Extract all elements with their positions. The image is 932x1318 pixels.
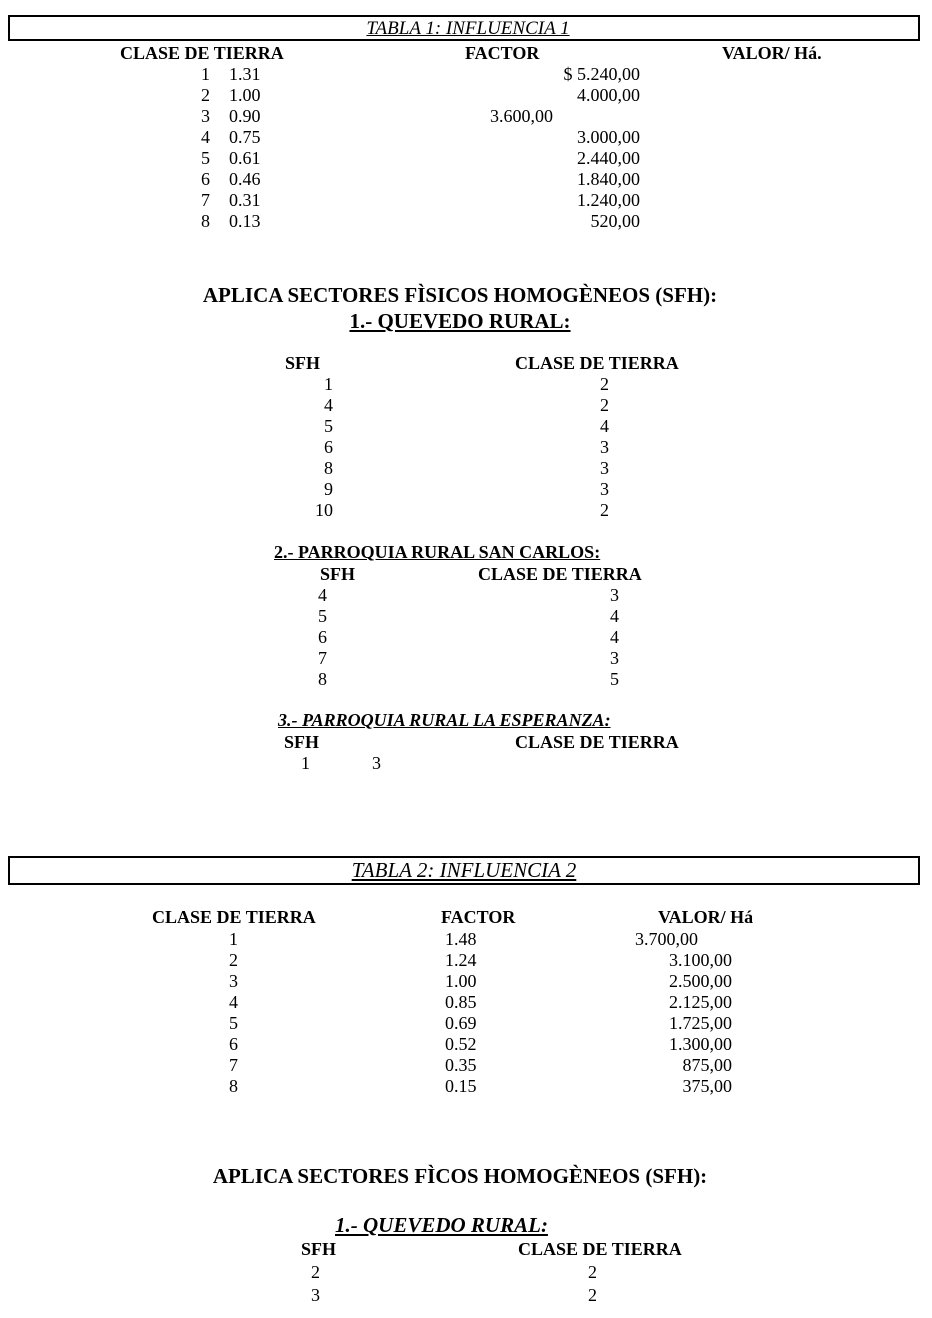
table2-row-factor: 1.00 xyxy=(445,971,477,991)
table1-header-valor: VALOR/ Há. xyxy=(722,43,822,63)
table2-row-valor: 375,00 xyxy=(682,1076,732,1096)
table2-title: TABLA 2: INFLUENCIA 2 xyxy=(351,858,577,882)
table2-row-factor: 0.52 xyxy=(445,1034,477,1054)
sancarlos-header-clase: CLASE DE TIERRA xyxy=(478,564,642,584)
table1-row-clase: 8 xyxy=(201,211,210,231)
sancarlos-row-sfh: 5 xyxy=(318,606,327,626)
table2-row-clase: 5 xyxy=(229,1013,238,1033)
quevedo1-row-sfh: 9 xyxy=(324,479,333,499)
table1-row-factor: 0.31 xyxy=(229,190,261,210)
table2-row-valor: 3.100,00 xyxy=(669,950,732,970)
table2-row-valor: 875,00 xyxy=(682,1055,732,1075)
table2-row-factor: 0.15 xyxy=(445,1076,477,1096)
table2-row-clase: 6 xyxy=(229,1034,238,1054)
table1-row-clase: 7 xyxy=(201,190,210,210)
table2-row-valor: 2.125,00 xyxy=(669,992,732,1012)
quevedo1-row-sfh: 6 xyxy=(324,437,333,457)
table1-row-factor: 1.31 xyxy=(229,64,261,84)
table1-row-valor: 4.000,00 xyxy=(577,85,640,105)
quevedo2-row-clase: 2 xyxy=(588,1285,597,1305)
quevedo1-row-clase: 4 xyxy=(600,416,609,436)
table1-row-clase: 3 xyxy=(201,106,210,126)
table1-row-valor: 2.440,00 xyxy=(577,148,640,168)
esperanza-row-clase: 3 xyxy=(372,753,381,773)
quevedo1-row-clase: 2 xyxy=(600,500,609,520)
table1-row-valor: 1.840,00 xyxy=(577,169,640,189)
quevedo1-row-sfh: 4 xyxy=(324,395,333,415)
table1-row-factor: 1.00 xyxy=(229,85,261,105)
quevedo1-header-clase: CLASE DE TIERRA xyxy=(515,353,679,373)
sancarlos-row-clase: 5 xyxy=(610,669,619,689)
table1-row-factor: 0.13 xyxy=(229,211,261,231)
table2-row-valor: 1.300,00 xyxy=(669,1034,732,1054)
quevedo2-row-clase: 2 xyxy=(588,1262,597,1282)
sancarlos-row-clase: 4 xyxy=(610,627,619,647)
table1-row-clase: 2 xyxy=(201,85,210,105)
table1-header-factor: FACTOR xyxy=(465,43,540,63)
sancarlos-row-clase: 3 xyxy=(610,648,619,668)
table1-row-valor: 3.000,00 xyxy=(577,127,640,147)
quevedo2-header-sfh: SFH xyxy=(301,1239,337,1259)
table2-row-clase: 3 xyxy=(229,971,238,991)
table2-row-factor: 0.69 xyxy=(445,1013,477,1033)
table2-row-clase: 2 xyxy=(229,950,238,970)
table1-row-valor: 520,00 xyxy=(590,211,640,231)
table2-row-factor: 0.85 xyxy=(445,992,477,1012)
sancarlos-row-sfh: 6 xyxy=(318,627,327,647)
table1-header-clase: CLASE DE TIERRA xyxy=(120,43,284,63)
quevedo1-row-sfh: 5 xyxy=(324,416,333,436)
quevedo1-row-sfh: 1 xyxy=(324,374,333,394)
table2-row-clase: 4 xyxy=(229,992,238,1012)
table1-row-clase: 4 xyxy=(201,127,210,147)
table2-row-clase: 7 xyxy=(229,1055,238,1075)
quevedo1-row-clase: 2 xyxy=(600,395,609,415)
quevedo1-row-sfh: 10 xyxy=(315,500,333,520)
quevedo1-row-clase: 3 xyxy=(600,458,609,478)
table1-title: TABLA 1: INFLUENCIA 1 xyxy=(366,18,570,39)
table2-row-factor: 1.24 xyxy=(445,950,477,970)
table2-row-valor: 3.700,00 xyxy=(635,929,698,949)
quevedo1-row-clase: 3 xyxy=(600,437,609,457)
table1-row-factor: 0.46 xyxy=(229,169,261,189)
table2-header-clase: CLASE DE TIERRA xyxy=(152,907,316,927)
table1-row-clase: 1 xyxy=(201,64,210,84)
quevedo2-row-sfh: 3 xyxy=(311,1285,320,1305)
sancarlos-row-sfh: 7 xyxy=(318,648,327,668)
section2-heading: APLICA SECTORES FÌCOS HOMOGÈNEOS (SFH): xyxy=(212,1164,708,1188)
table1-row-factor: 0.75 xyxy=(229,127,261,147)
table1-row-valor: $ 5.240,00 xyxy=(563,64,640,84)
sancarlos-row-sfh: 4 xyxy=(318,585,327,605)
section1-sancarlos-title: 2.- PARROQUIA RURAL SAN CARLOS: xyxy=(274,542,601,562)
table2-row-clase: 8 xyxy=(229,1076,238,1096)
table2-row-clase: 1 xyxy=(229,929,238,949)
table2-row-factor: 1.48 xyxy=(445,929,477,949)
quevedo1-row-clase: 3 xyxy=(600,479,609,499)
quevedo1-row-clase: 2 xyxy=(600,374,609,394)
section1-heading: APLICA SECTORES FÌSICOS HOMOGÈNEOS (SFH): xyxy=(202,283,718,307)
sancarlos-header-sfh: SFH xyxy=(320,564,356,584)
sancarlos-row-sfh: 8 xyxy=(318,669,327,689)
quevedo2-header-clase: CLASE DE TIERRA xyxy=(518,1239,682,1259)
sancarlos-row-clase: 3 xyxy=(610,585,619,605)
esperanza-header-clase: CLASE DE TIERRA xyxy=(515,732,679,752)
table2-row-factor: 0.35 xyxy=(445,1055,477,1075)
quevedo1-header-sfh: SFH xyxy=(285,353,321,373)
sancarlos-row-clase: 4 xyxy=(610,606,619,626)
table1-row-clase: 5 xyxy=(201,148,210,168)
table1-row-factor: 0.90 xyxy=(229,106,261,126)
table2-header-factor: FACTOR xyxy=(441,907,516,927)
table2-row-valor: 2.500,00 xyxy=(669,971,732,991)
table2-row-valor: 1.725,00 xyxy=(669,1013,732,1033)
quevedo2-row-sfh: 2 xyxy=(311,1262,320,1282)
table1-row-valor: 3.600,00 xyxy=(490,106,553,126)
table1-row-valor: 1.240,00 xyxy=(577,190,640,210)
table1-row-factor: 0.61 xyxy=(229,148,261,168)
section2-quevedo-title: 1.- QUEVEDO RURAL: xyxy=(335,1213,548,1237)
quevedo1-row-sfh: 8 xyxy=(324,458,333,478)
section1-quevedo-title: 1.- QUEVEDO RURAL: xyxy=(349,309,571,333)
table1-row-clase: 6 xyxy=(201,169,210,189)
table2-header-valor: VALOR/ Há xyxy=(658,907,754,927)
esperanza-header-sfh: SFH xyxy=(284,732,320,752)
esperanza-row-sfh: 1 xyxy=(301,753,310,773)
section1-esperanza-title: 3.- PARROQUIA RURAL LA ESPERANZA: xyxy=(278,710,611,730)
